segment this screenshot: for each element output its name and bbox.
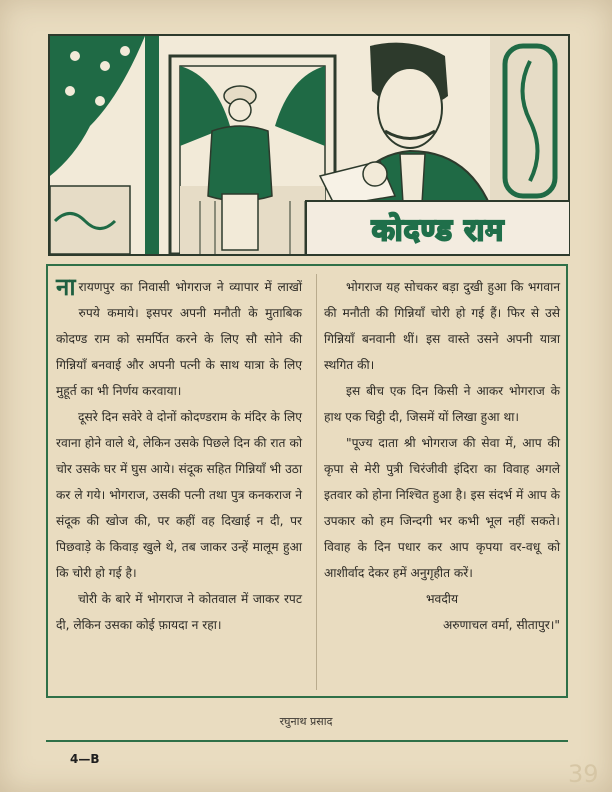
letter-sign-off: भवदीय	[425, 592, 459, 606]
right-column	[324, 274, 560, 638]
letter-signature: अरुणाचल वर्मा, सीतापुर।"	[442, 618, 560, 632]
column-divider	[316, 274, 317, 690]
page-number: 39	[568, 760, 599, 788]
paragraph: दूसरे दिन सवेरे वे दोनों कोदण्डराम के मंदिर के लिए रवाना होने वाले थे, लेकिन उसके पिछले दिन की रात को चोर उसके घर में घुस आये। संदूक सहित गिन्नियाँ भी उठा कर ले गये। भोगराज, उसकी पत्नी तथा पुत्र कनकराज ने संदूक की खोज की, पर कहीं वह दिखाई न दी, पर पिछवाड़े के किवाड़ खुले थे, तब जाकर उन्हें मालूम हुआ कि चोरी हो गई है।	[56, 410, 302, 580]
drop-cap: ना	[56, 273, 76, 301]
paragraph: चोरी के बारे में भोगराज ने कोतवाल में जाकर रपट दी, लेकिन उसका कोई फ़ायदा न रहा।	[56, 592, 302, 632]
paragraph: इस बीच एक दिन किसी ने आकर भोगराज के हाथ एक चिट्ठी दी, जिसमें यों लिखा हुआ था।	[324, 384, 560, 424]
author-name: रघुनाथ प्रसाद	[279, 715, 333, 728]
left-column	[56, 274, 302, 638]
paragraph	[56, 274, 302, 404]
paragraph: भोगराज यह सोचकर बड़ा दुखी हुआ कि भगवान की मनौती की गिन्नियाँ चोरी हो गई हैं। फिर से उसे गिन्नियाँ बनवानी थीं। इस वास्ते उसने अपनी यात्रा स्थगित की।	[324, 280, 560, 372]
story-text-box	[46, 264, 568, 698]
paragraph-text: रायणपुर का निवासी भोगराज ने व्यापार में लाखों रुपये कमाये। इसपर अपनी मनौती के मुताबिक कोदण्ड राम को समर्पित करने के लिए सौ सोने की गिन्नियाँ बनवाई और अपनी पत्नी के साथ यात्रा के लिए मुहूर्त का भी निर्णय करवाया।	[56, 280, 302, 398]
story-title: कोदण्ड राम	[371, 212, 505, 248]
footer-rule	[46, 740, 568, 742]
folio-mark: 4—B	[70, 752, 100, 766]
letter-text: "पूज्य दाता श्री भोगराज की सेवा में, आप की कृपा से मेरी पुत्री चिरंजीवी इंदिरा का विवाह अगले इतवार को होना निश्चित हुआ है। इस संदर्भ में आप के उपकार को हम जिन्दगी भर कभी भूल नहीं सकते। विवाह के दिन पधार कर आप कृपया वर-वधू को आशीर्वाद देकर हमें अनुगृहीत करें।	[324, 436, 560, 580]
title-box	[305, 200, 569, 254]
